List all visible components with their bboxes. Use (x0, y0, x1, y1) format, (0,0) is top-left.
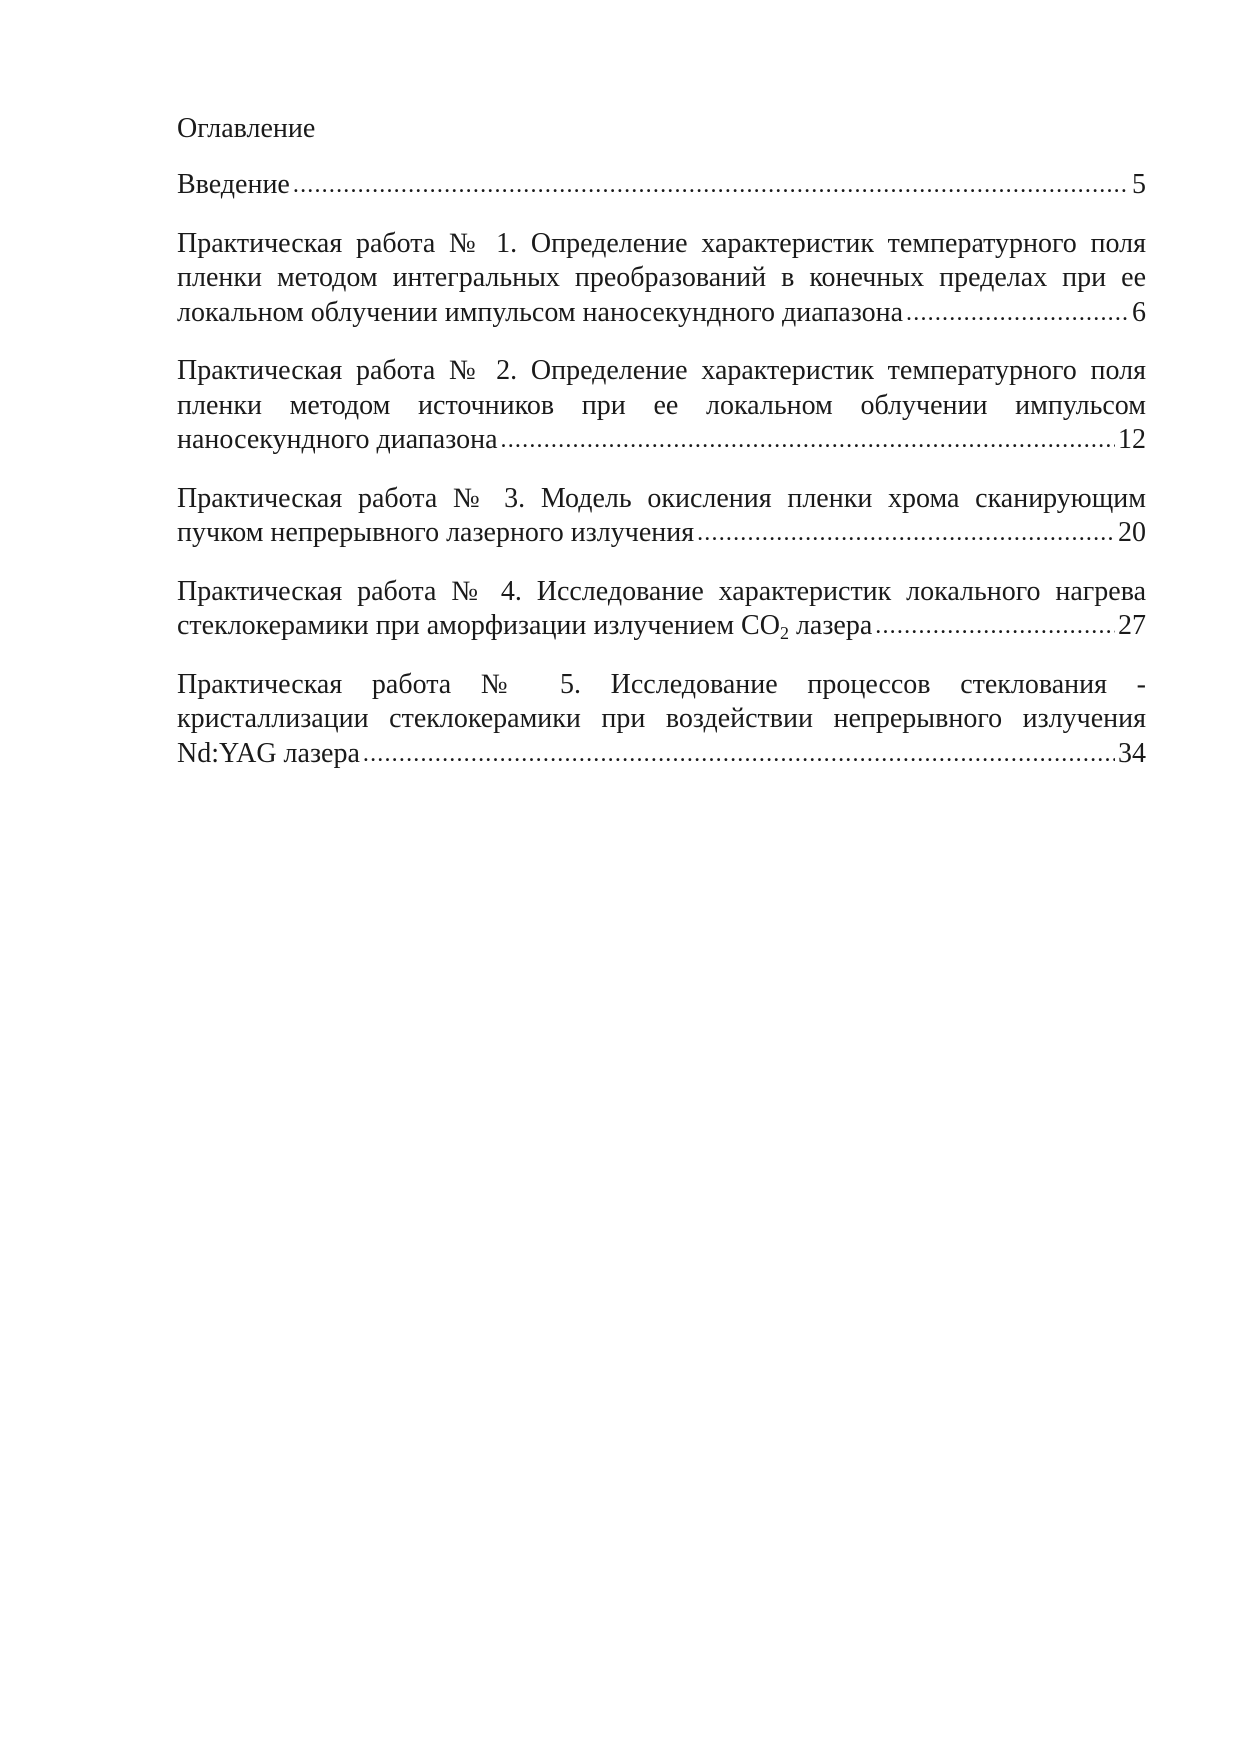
dot-leader (501, 422, 1115, 458)
toc-entry-title-line: Практическая работа № 5. Исследование процессов стеклования - (177, 668, 1146, 700)
dot-leader (363, 736, 1115, 772)
toc-entry-line (177, 168, 1146, 204)
toc-entry-line (177, 737, 1146, 773)
toc-entry-title-line: наносекундного диапазона (177, 424, 498, 455)
toc-page-number: 6 (1132, 296, 1146, 328)
toc-entry-title-prefix: стеклокерамики при аморфизации излучением CO (177, 610, 780, 641)
toc-entry-line (177, 516, 1146, 552)
toc-entry-line (177, 296, 1146, 332)
toc-page-number: 34 (1118, 737, 1146, 769)
toc-entry-title-line: пленки методом источников при ее локальном облучении импульсом (177, 389, 1146, 421)
table-of-contents (177, 112, 1146, 795)
toc-entry-title-line (177, 609, 872, 644)
toc-page-number: 20 (1118, 517, 1146, 548)
toc-entry-introduction[interactable] (177, 168, 1146, 204)
toc-entry-line (177, 609, 1146, 645)
toc-entry-practical-1[interactable] (177, 227, 1146, 332)
dot-leader (906, 295, 1129, 331)
toc-entry-title: Введение (177, 169, 290, 200)
subscript-2: 2 (779, 623, 789, 643)
toc-entry-title-line: Практическая работа № 3. Модель окисления пленки хрома сканирующим (177, 482, 1146, 514)
toc-page-number: 27 (1118, 610, 1146, 641)
toc-entry-title-line: локальном облучении импульсом наносекундного диапазона (177, 296, 904, 328)
toc-entry-practical-3[interactable] (177, 482, 1146, 552)
dot-leader (697, 515, 1115, 551)
toc-page-number: 12 (1118, 424, 1146, 455)
toc-entry-practical-4[interactable] (177, 575, 1146, 645)
toc-heading: Оглавление (177, 113, 316, 144)
toc-entry-line (177, 423, 1146, 459)
toc-page-number: 5 (1132, 169, 1146, 200)
toc-entry-title-line: Практическая работа № 2. Определение характеристик температурного поля (177, 355, 1146, 386)
toc-entry-practical-5[interactable] (177, 668, 1146, 773)
toc-entry-title-line: Практическая работа № 4. Исследование характеристик локального нагрева (177, 575, 1146, 607)
toc-entry-title-suffix: лазера (788, 610, 873, 641)
toc-entry-title-line: пучком непрерывного лазерного излучения (177, 517, 695, 548)
toc-entry-title-line: Практическая работа № 1. Определение характеристик температурного поля (177, 227, 1146, 259)
toc-entry-title-line: пленки методом интегральных преобразований в конечных пределах при ее (177, 262, 1146, 293)
toc-entry-title-line: кристаллизации стеклокерамики при воздействии непрерывного излучения (177, 703, 1146, 734)
dot-leader (293, 167, 1129, 203)
toc-entry-practical-2[interactable] (177, 354, 1146, 459)
toc-entry-title-line: Nd:YAG лазера (177, 737, 360, 769)
dot-leader (875, 608, 1115, 644)
